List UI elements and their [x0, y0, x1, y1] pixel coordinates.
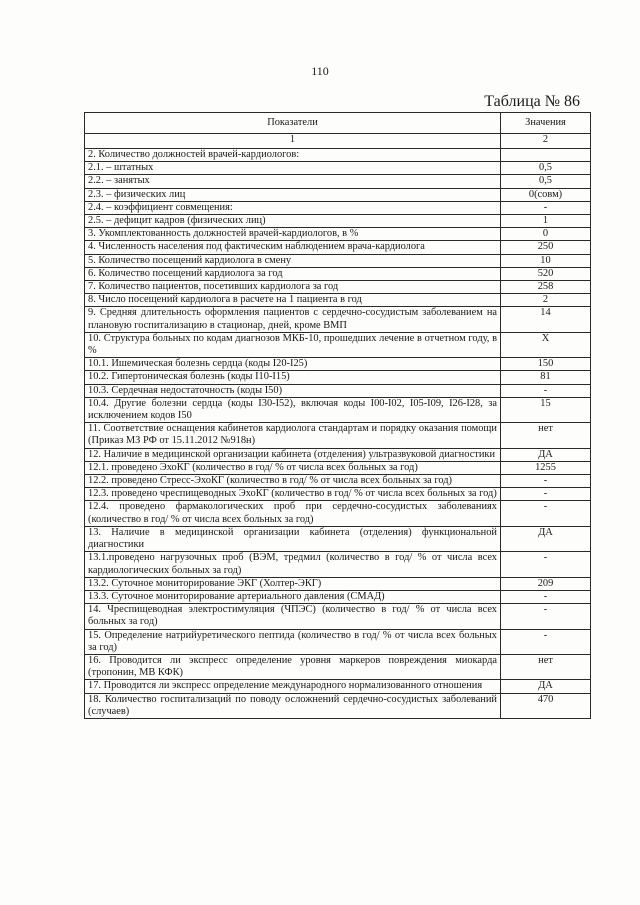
table-row: [85, 552, 591, 577]
table-caption: Таблица № 86: [484, 93, 580, 110]
indicator-cell: 12.1. проведено ЭхоКГ (количество в год/ % от числа всех больных за год): [85, 461, 501, 474]
header-values: Значения: [501, 113, 591, 134]
table-row: [85, 461, 591, 474]
indicator-cell: 16. Проводится ли экспресс определение уровня маркеров повреждения миокарда (тропонин, МВ КФК): [85, 654, 501, 679]
value-cell: -: [501, 475, 591, 488]
indicator-cell: 10.4. Другие болезни сердца (коды I30-I52), включая коды I00-I02, I05-I09, I26-I28, за исключением кодов I50: [85, 397, 501, 422]
column-number-1: 1: [85, 134, 501, 149]
table-row: [85, 294, 591, 307]
value-cell: 10: [501, 254, 591, 267]
indicator-cell: 13.1.проведено нагрузочных проб (ВЭМ, тредмил (количество в год/ % от числа всех кардиологических больных за год): [85, 552, 501, 577]
table-row: [85, 162, 591, 175]
value-cell: ДА: [501, 680, 591, 693]
indicator-cell: 17. Проводится ли экспресс определение международного нормализованного отношения: [85, 680, 501, 693]
indicator-cell: 13.2. Суточное мониторирование ЭКГ (Холтер-ЭКГ): [85, 577, 501, 590]
value-cell: 14: [501, 307, 591, 332]
indicator-cell: 3. Укомплектованность должностей врачей-кардиологов, в %: [85, 228, 501, 241]
value-cell: 258: [501, 281, 591, 294]
indicator-cell: 12. Наличие в медицинской организации кабинета (отделения) ультразвуковой диагностики: [85, 448, 501, 461]
table-row: [85, 241, 591, 254]
table-row: [85, 358, 591, 371]
value-cell: 2: [501, 294, 591, 307]
value-cell: -: [501, 604, 591, 629]
table-row: [85, 590, 591, 603]
indicator-cell: 5. Количество посещений кардиолога в смену: [85, 254, 501, 267]
value-cell: 470: [501, 693, 591, 718]
indicator-cell: 2.2. – занятых: [85, 175, 501, 188]
indicator-cell: 14. Чреспищеводная электростимуляция (ЧПЭС) (количество в год/ % от числа всех больных за год): [85, 604, 501, 629]
table-row: [85, 397, 591, 422]
table-row: [85, 149, 591, 162]
column-numbering-row: [85, 134, 591, 149]
header-indicators: Показатели: [85, 113, 501, 134]
indicator-cell: 12.2. проведено Стресс-ЭхоКГ (количество в год/ % от числа всех больных за год): [85, 475, 501, 488]
indicator-cell: 2.4. – коэффициент совмещения:: [85, 201, 501, 214]
value-cell: 209: [501, 577, 591, 590]
value-cell: -: [501, 552, 591, 577]
table-row: [85, 215, 591, 228]
table-row: [85, 332, 591, 357]
indicator-cell: 10.2. Гипертоническая болезнь (коды I10-I15): [85, 371, 501, 384]
value-cell: 0,5: [501, 162, 591, 175]
value-cell: -: [501, 590, 591, 603]
value-cell: -: [501, 201, 591, 214]
indicators-table: [84, 112, 591, 719]
indicator-cell: 10. Структура больных по кодам диагнозов МКБ-10, прошедших лечение в отчетном году, в %: [85, 332, 501, 357]
table-row: [85, 423, 591, 448]
indicator-cell: 18. Количество госпитализаций по поводу осложнений сердечно-сосудистых заболеваний (случаев): [85, 693, 501, 718]
table-row: [85, 254, 591, 267]
table-row: [85, 604, 591, 629]
indicator-cell: 4. Численность населения под фактическим наблюдением врача-кардиолога: [85, 241, 501, 254]
table-row: [85, 307, 591, 332]
value-cell: 0: [501, 228, 591, 241]
indicator-cell: 13. Наличие в медицинской организации кабинета (отделения) функциональной диагностики: [85, 526, 501, 551]
indicator-cell: 2.5. – дефицит кадров (физических лиц): [85, 215, 501, 228]
value-cell: нет: [501, 654, 591, 679]
value-cell: 15: [501, 397, 591, 422]
indicator-cell: 10.3. Сердечная недостаточность (коды I50): [85, 384, 501, 397]
table-row: [85, 188, 591, 201]
indicator-cell: 8. Число посещений кардиолога в расчете на 1 пациента в год: [85, 294, 501, 307]
table-row: [85, 267, 591, 280]
value-cell: нет: [501, 423, 591, 448]
value-cell: 1: [501, 215, 591, 228]
indicator-cell: 7. Количество пациентов, посетивших кардиолога за год: [85, 281, 501, 294]
indicator-cell: 13.3. Суточное мониторирование артериального давления (СМАД): [85, 590, 501, 603]
indicator-cell: 2.3. – физических лиц: [85, 188, 501, 201]
table-header-row: [85, 113, 591, 134]
value-cell: -: [501, 488, 591, 501]
indicator-cell: 2.1. – штатных: [85, 162, 501, 175]
indicator-cell: 6. Количество посещений кардиолога за год: [85, 267, 501, 280]
table-row: [85, 475, 591, 488]
value-cell: 81: [501, 371, 591, 384]
page-number: 110: [311, 64, 329, 78]
indicator-cell: 2. Количество должностей врачей-кардиологов:: [85, 149, 501, 162]
column-number-2: 2: [501, 134, 591, 149]
table-row: [85, 228, 591, 241]
value-cell: 0(совм): [501, 188, 591, 201]
value-cell: 520: [501, 267, 591, 280]
indicator-cell: 11. Соответствие оснащения кабинетов кардиолога стандартам и порядку оказания помощи (Приказ МЗ РФ от 15.11.2012 №918н): [85, 423, 501, 448]
value-cell: [501, 149, 591, 162]
table-row: [85, 448, 591, 461]
table-row: [85, 371, 591, 384]
table-row: [85, 281, 591, 294]
indicator-cell: 15. Определение натрийуретического пептида (количество в год/ % от числа всех больных за год): [85, 629, 501, 654]
table-row: [85, 629, 591, 654]
indicator-cell: 12.4. проведено фармакологических проб при сердечно-сосудистых заболеваниях (количество в год/ % от числа всех больных за год): [85, 501, 501, 526]
value-cell: ДА: [501, 448, 591, 461]
table-row: [85, 384, 591, 397]
value-cell: 250: [501, 241, 591, 254]
value-cell: 1255: [501, 461, 591, 474]
table-row: [85, 693, 591, 718]
value-cell: -: [501, 629, 591, 654]
indicator-cell: 12.3. проведено чреспищеводных ЭхоКГ (количество в год/ % от числа всех больных за год): [85, 488, 501, 501]
table-row: [85, 175, 591, 188]
table-row: [85, 654, 591, 679]
indicator-cell: 10.1. Ишемическая болезнь сердца (коды I20-I25): [85, 358, 501, 371]
value-cell: 0,5: [501, 175, 591, 188]
table-row: [85, 577, 591, 590]
value-cell: X: [501, 332, 591, 357]
table-row: [85, 488, 591, 501]
value-cell: -: [501, 501, 591, 526]
table-row: [85, 201, 591, 214]
table-row: [85, 680, 591, 693]
table-row: [85, 526, 591, 551]
value-cell: 150: [501, 358, 591, 371]
value-cell: ДА: [501, 526, 591, 551]
table-row: [85, 501, 591, 526]
indicator-cell: 9. Средняя длительность оформления пациентов с сердечно-сосудистым заболеванием на плановую госпитализацию в стационар, дней, кроме ВМП: [85, 307, 501, 332]
value-cell: -: [501, 384, 591, 397]
